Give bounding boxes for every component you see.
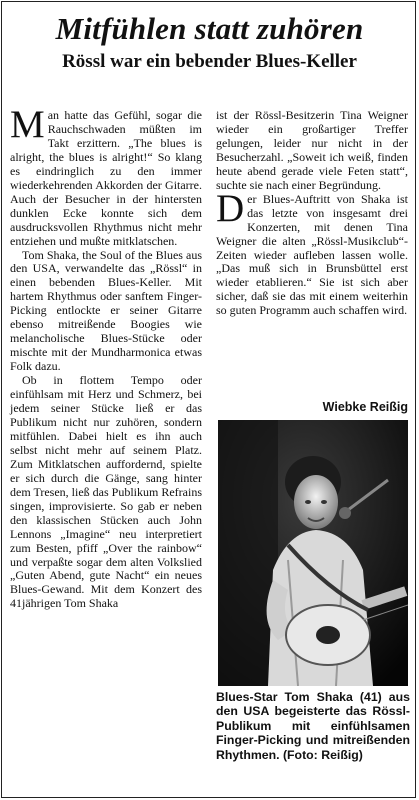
subheadline: Rössl war ein bebender Blues-Keller — [62, 51, 357, 72]
guitarist-photo-illustration — [218, 420, 408, 686]
photo-caption: Blues-Star Tom Shaka (41) aus den USA begeisterte das Rössl-Publikum mit einfühlsamen Finger-Picking und mitreißenden Rhythmen. (Foto: Reißig) — [216, 690, 410, 762]
column-left — [10, 103, 202, 611]
author-byline: Wiebke Reißig — [322, 400, 408, 414]
drop-cap: D — [216, 186, 245, 230]
headline: Mitfühlen statt zuhören — [55, 11, 364, 46]
paragraph-5-text: er Blues-Auftritt von Shaka ist das letzte von insgesamt drei Konzerten, mit denen Tina Weigner die alten „Rössl-Musikclub“-Zeiten wieder aufleben lassen wolle. „Das muß sich in Brunsbüttel erst wieder etablieren.“ Sie ist sich aber sicher, daß sie das mit einem weiterhin so guten Programm auch schaffen wird. — [216, 191, 408, 318]
paragraph-1 — [10, 103, 202, 249]
paragraph-1-text: an hatte das Gefühl, sogar die Rauchschwaden müßten im Takt erzittern. „The blues is alright, the blues is alright!“ So klang es eindringlich zu den immer wiederkehrenden Akkorden der Gitarre. Auch der Besucher in der hintersten dunklen Ecke konnte sich dem ausdrucksvollen Rhythmus nicht mehr entziehen und mußte mitklatschen. — [10, 108, 202, 248]
concert-photo — [218, 420, 408, 686]
paragraph-4: ist der Rössl-Besitzerin Tina Weigner wieder ein großartiger Treffer gelungen, leider nur nicht in der Besucherzahl. „Soweit ich weiß, finden heute abend gerade viele Feten statt“, suchte sie nach einer Begründung. — [216, 108, 408, 192]
paragraph-2: Tom Shaka, the Soul of the Blues aus den USA, verwandelte das „Rössl“ in einen bebenden Blues-Keller. Mit hartem Rhythmus oder sanftem Finger-Picking entlockte er seiner Gitarre ebenso mitreißende Boogies wie melancholische Blues-Stücke oder mischte mit der Mundharmonica etwas Folk dazu. — [10, 247, 202, 374]
paragraph-3: Ob in flottem Tempo oder einfühlsam mit Herz und Schmerz, bei jedem seiner Stücke ließ er das Publikum nicht nur zuhören, sondern mitfühlen. Dabei hielt es ihn auch selbst nicht mehr auf seinem Platz. Zum Mitklatschen auffordernd, spielte er sich durch die Gänge, sang hinter dem Tresen, ließ das Publikum Refrains singen, improvisierte. So gab er neben den klassischen Stücken auch John Lennons „Imagine“ neu interpretiert zum Besten, pfiff „Over the rainbow“ und verpaßte sogar dem alten Volkslied „Guten Abend, gute Nacht“ ein neues Blues-Gewand. Mit dem Konzert des 41jährigen Tom Shaka — [10, 373, 202, 611]
paragraph-5 — [216, 186, 408, 319]
drop-cap: M — [10, 103, 45, 146]
column-right — [216, 109, 408, 318]
